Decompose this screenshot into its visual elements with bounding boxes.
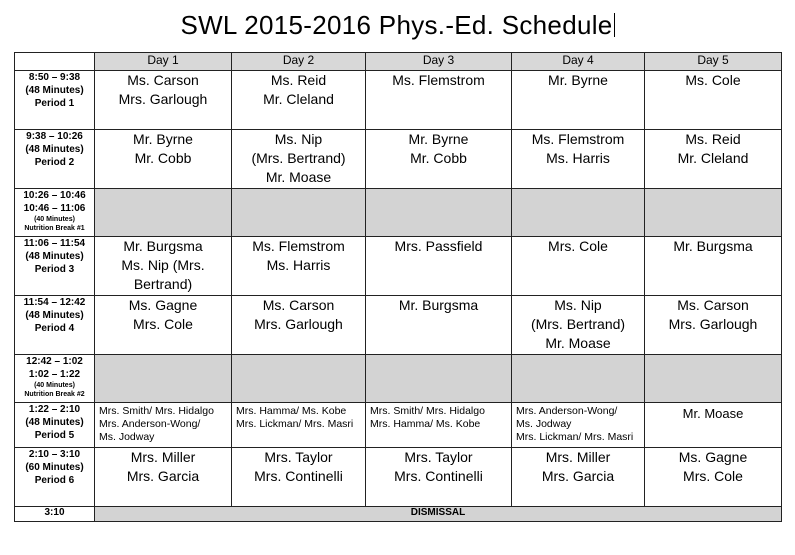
teacher-name: Mr. Byrne [408,131,469,147]
teacher-name: Mrs. Miller [545,449,611,465]
schedule-cell [512,448,645,507]
schedule-cell [366,237,512,296]
schedule-cell [512,130,645,189]
break-cell [95,189,232,237]
break-note: (40 Minutes) [34,382,75,389]
teacher-name: Mrs. Miller [130,449,196,465]
time-line: 1:22 – 2:10 [28,404,81,415]
teacher-name: Mrs. Smith/ Mrs. Hidalgo [99,405,214,417]
schedule-cell [645,448,782,507]
break-cell [95,355,232,403]
day-header: Day 5 [645,53,782,71]
schedule-cell [512,237,645,296]
schedule-cell [95,237,232,296]
corner-cell [15,53,95,71]
break-note: Nutrition Break #1 [24,225,85,232]
time-line: Period 2 [34,157,75,168]
schedule-cell [366,448,512,507]
time-cell [15,237,95,296]
teacher-name: Mrs. Cole [133,316,193,332]
schedule-cell [232,448,366,507]
teacher-name: Mr. Cobb [410,150,467,166]
teacher-name: Mrs. Hamma/ Ms. Kobe [370,418,481,430]
schedule-cell [232,71,366,130]
schedule-cell [512,296,645,355]
break-row [15,355,782,403]
period-row [15,71,782,130]
time-line: 10:46 – 11:06 [23,203,86,214]
teacher-name: Ms. Reid [270,72,327,88]
day-header: Day 1 [95,53,232,71]
teacher-name: Mrs. Garcia [541,468,615,484]
teacher-name: Mr. Moase [265,169,332,185]
teacher-name: Mrs. Taylor [264,449,333,465]
teacher-name: Mrs. Lickman/ Mrs. Masri [516,431,634,443]
page-title: SWL 2015-2016 Phys.-Ed. Schedule [180,10,613,40]
day-header: Day 3 [366,53,512,71]
teacher-name: Mrs. Passfield [394,238,483,254]
schedule-cell [645,71,782,130]
period-row [15,403,782,448]
time-line: Period 3 [34,264,75,275]
break-cell [645,355,782,403]
time-line: 11:06 – 11:54 [23,238,86,249]
teacher-name: Mrs. Lickman/ Mrs. Masri [236,418,354,430]
teacher-name: Mrs. Garcia [126,468,200,484]
time-cell [15,130,95,189]
schedule-cell [232,296,366,355]
break-cell [232,189,366,237]
teacher-name: Ms. Flemstrom [531,131,625,147]
time-line: Period 1 [34,98,75,109]
time-line: 12:42 – 1:02 [26,356,83,367]
schedule-cell [366,71,512,130]
schedule-cell [645,130,782,189]
time-line: (48 Minutes) [25,251,84,262]
teacher-name: Mrs. Anderson-Wong/ [516,405,618,417]
text-cursor [614,13,615,37]
dismissal-label: DISMISSAL [95,507,782,522]
schedule-cell [95,403,232,448]
break-note: Nutrition Break #2 [24,391,85,398]
teacher-name: Mr. Burgsma [673,238,753,254]
time-cell [15,189,95,237]
break-cell [366,355,512,403]
teacher-name: Mr. Moase [682,406,744,421]
teacher-name: Mrs. Garlough [254,316,343,332]
time-line: (60 Minutes) [25,462,84,473]
time-line: Period 4 [34,323,75,334]
time-cell [15,403,95,448]
break-cell [232,355,366,403]
teacher-name: Mrs. Hamma/ Ms. Kobe [236,405,347,417]
teacher-name: Ms. Nip [274,131,323,147]
teacher-name: Mrs. Continelli [394,468,483,484]
schedule-cell [95,71,232,130]
schedule-cell [232,403,366,448]
time-line: (48 Minutes) [25,144,84,155]
schedule-cell [645,403,782,448]
time-line: 2:10 – 3:10 [28,449,81,460]
break-cell [366,189,512,237]
time-line: Period 5 [34,430,75,441]
time-line: (48 Minutes) [25,310,84,321]
time-line: 9:38 – 10:26 [26,131,83,142]
teacher-name: Ms. Gagne [678,449,748,465]
teacher-name: Ms. Jodway [99,431,155,443]
teacher-name: Mrs. Taylor [404,449,473,465]
teacher-name: Mrs. Smith/ Mrs. Hidalgo [370,405,485,417]
teacher-name: Ms. Carson [262,297,335,313]
teacher-name: Ms. Flemstrom [392,72,485,88]
teacher-name: (Mrs. Bertrand) [530,316,626,332]
schedule-cell [366,130,512,189]
schedule-cell [512,71,645,130]
teacher-name: Mrs. Cole [683,468,743,484]
schedule-cell [366,296,512,355]
time-cell [15,296,95,355]
period-row [15,130,782,189]
time-line: 1:02 – 1:22 [28,369,81,380]
teacher-name: Mrs. Cole [548,238,608,254]
teacher-name: Ms. Carson [677,297,749,313]
break-cell [645,189,782,237]
teacher-name: Mr. Cleland [677,150,749,166]
time-cell [15,71,95,130]
time-line: 8:50 – 9:38 [28,72,81,83]
teacher-name: (Mrs. Bertrand) [251,150,346,166]
schedule-cell [95,296,232,355]
teacher-name: Ms. Nip [554,297,602,313]
time-line: 10:26 – 10:46 [23,190,86,201]
header-row [15,53,782,71]
break-cell [512,189,645,237]
teacher-name: Mrs. Anderson-Wong/ [99,418,201,430]
time-line: Period 6 [34,475,75,486]
schedule-cell [645,296,782,355]
teacher-name: Mr. Cobb [134,150,192,166]
schedule-cell [95,448,232,507]
teacher-name: Ms. Jodway [516,418,572,430]
break-note: (40 Minutes) [34,216,75,223]
schedule-cell [95,130,232,189]
time-line: (48 Minutes) [25,417,84,428]
schedule-cell [366,403,512,448]
teacher-name: Bertrand) [133,276,193,292]
teacher-name: Mr. Burgsma [398,297,479,313]
time-cell [15,355,95,403]
teacher-name: Ms. Gagne [128,297,198,313]
dismissal-row [15,507,782,522]
teacher-name: Ms. Reid [685,131,741,147]
teacher-name: Mr. Byrne [133,131,193,147]
teacher-name: Ms. Flemstrom [252,238,345,254]
schedule-cell [232,130,366,189]
teacher-name: Mrs. Continelli [254,468,343,484]
teacher-name: Mr. Byrne [548,72,608,88]
day-header: Day 4 [512,53,645,71]
teacher-name: Mr. Moase [545,335,611,351]
teacher-name: Mrs. Garlough [118,91,208,107]
schedule-cell [645,237,782,296]
time-line: 11:54 – 12:42 [23,297,86,308]
teacher-name: Ms. Carson [127,72,199,88]
teacher-name: Mr. Cleland [263,91,334,107]
schedule-cell [512,403,645,448]
teacher-name: Mr. Burgsma [123,238,203,254]
period-row [15,448,782,507]
schedule-table [14,52,782,522]
teacher-name: Ms. Cole [685,72,741,88]
time-line: (48 Minutes) [25,85,84,96]
time-cell [15,448,95,507]
period-row [15,237,782,296]
dismissal-time: 3:10 [15,507,95,522]
break-cell [512,355,645,403]
teacher-name: Ms. Nip (Mrs. [121,257,205,273]
day-header: Day 2 [232,53,366,71]
teacher-name: Ms. Harris [266,257,331,273]
break-row [15,189,782,237]
schedule-cell [232,237,366,296]
teacher-name: Ms. Harris [546,150,610,166]
period-row [15,296,782,355]
teacher-name: Mrs. Garlough [668,316,758,332]
